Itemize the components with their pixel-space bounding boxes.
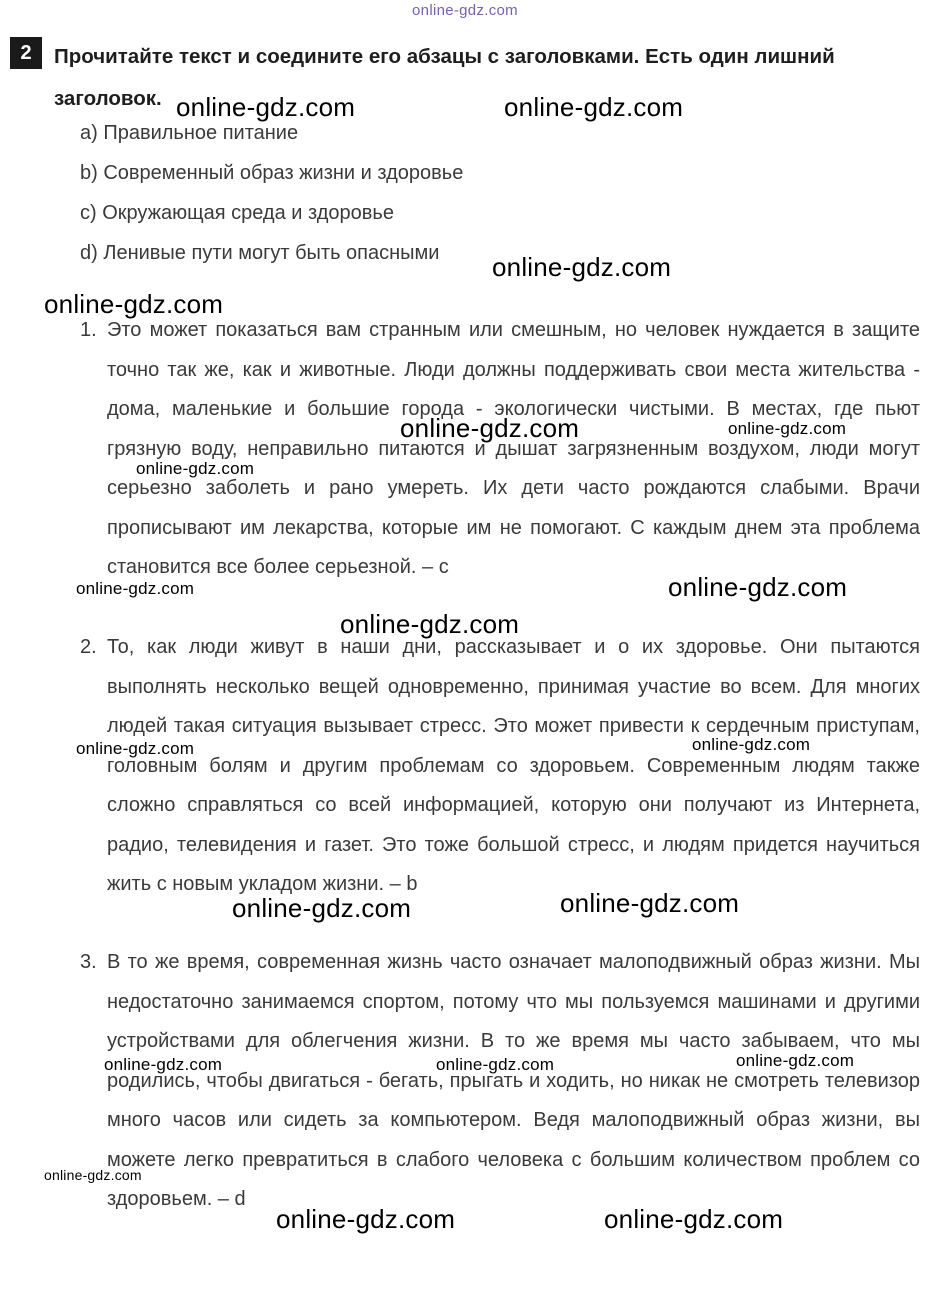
task-number-badge: 2	[10, 37, 42, 69]
paragraph-text: В то же время, современная жизнь часто означает малоподвижный образ жизни. Мы недостаточно занимаемся спортом, потому что мы пользуемся машинами и другими устройствами для облегчения жизни. В то же время мы часто забываем, что мы родились, чтобы двигаться - бегать, прыгать и ходить, но никак не смотреть телевизор много часов или сидеть за компьютером. Ведя малоподвижный образ жизни, вы можете легко превратиться в слабого человека с большим количеством проблем со здоровьем. – d	[107, 951, 920, 1210]
watermark: online-gdz.com	[232, 893, 412, 923]
watermark: online-gdz.com	[504, 92, 684, 122]
paragraph-1	[80, 311, 920, 588]
watermark: online-gdz.com	[668, 572, 848, 602]
headings-list	[80, 113, 900, 273]
watermark: online-gdz.com	[44, 289, 224, 319]
watermark: online-gdz.com	[44, 1167, 142, 1183]
watermark: online-gdz.com	[560, 888, 740, 918]
watermark: online-gdz.com	[276, 1204, 456, 1234]
heading-option-d: d) Ленивые пути могут быть опасными	[80, 242, 440, 264]
watermark: online-gdz.com	[136, 459, 255, 478]
watermark: online-gdz.com	[436, 1055, 555, 1074]
watermark: online-gdz.com	[176, 92, 356, 122]
paragraph-3	[80, 943, 920, 1220]
site-header-watermark: online-gdz.com	[412, 2, 518, 19]
watermark: online-gdz.com	[76, 579, 195, 598]
watermark: online-gdz.com	[692, 735, 811, 754]
watermark: online-gdz.com	[76, 739, 195, 758]
paragraph-number: 1.	[80, 319, 97, 341]
task-instruction: Прочитайте текст и соедините его абзацы с заголовками. Есть один лишний заголовок.	[54, 45, 835, 110]
paragraph-text: То, как люди живут в наши дни, рассказывает и о их здоровье. Они пытаются выполнять несколько вещей одновременно, принимая участие во всем. Для многих людей такая ситуация вызывает стресс. Это может привести к сердечным приступам, головным болям и другим проблемам со здоровьем. Современным людям также сложно справляться со всей информацией, которую они получают из Интернета, радио, телевидения и газет. Это тоже большой стресс, и людям придется научиться жить с новым укладом жизни. – b	[107, 636, 920, 895]
watermark: online-gdz.com	[492, 252, 672, 282]
paragraph-number: 2.	[80, 636, 97, 658]
paragraph-number: 3.	[80, 951, 97, 973]
heading-option-b: b) Современный образ жизни и здоровье	[80, 162, 464, 184]
watermark: online-gdz.com	[728, 419, 847, 438]
paragraph-text: Это может показаться вам странным или смешным, но человек нуждается в защите точно так же, как и животные. Люди должны поддерживать свои места жительства - дома, маленькие и большие города - экологически чистыми. В местах, где пьют грязную воду, неправильно питаются и дышат загрязненным воздухом, люди могут серьезно заболеть и рано умереть. Их дети часто рождаются слабыми. Врачи прописывают им лекарства, которые им не помогают. С каждым днем эта проблема становится все более серьезной. – с	[107, 319, 920, 578]
watermark: online-gdz.com	[104, 1055, 223, 1074]
watermark: online-gdz.com	[400, 413, 580, 443]
heading-option-a: a) Правильное питание	[80, 122, 299, 144]
watermark: online-gdz.com	[340, 609, 520, 639]
heading-option-c: c) Окружающая среда и здоровье	[80, 202, 394, 224]
paragraph-2	[80, 628, 920, 905]
watermark: online-gdz.com	[604, 1204, 784, 1234]
watermark: online-gdz.com	[736, 1051, 855, 1070]
